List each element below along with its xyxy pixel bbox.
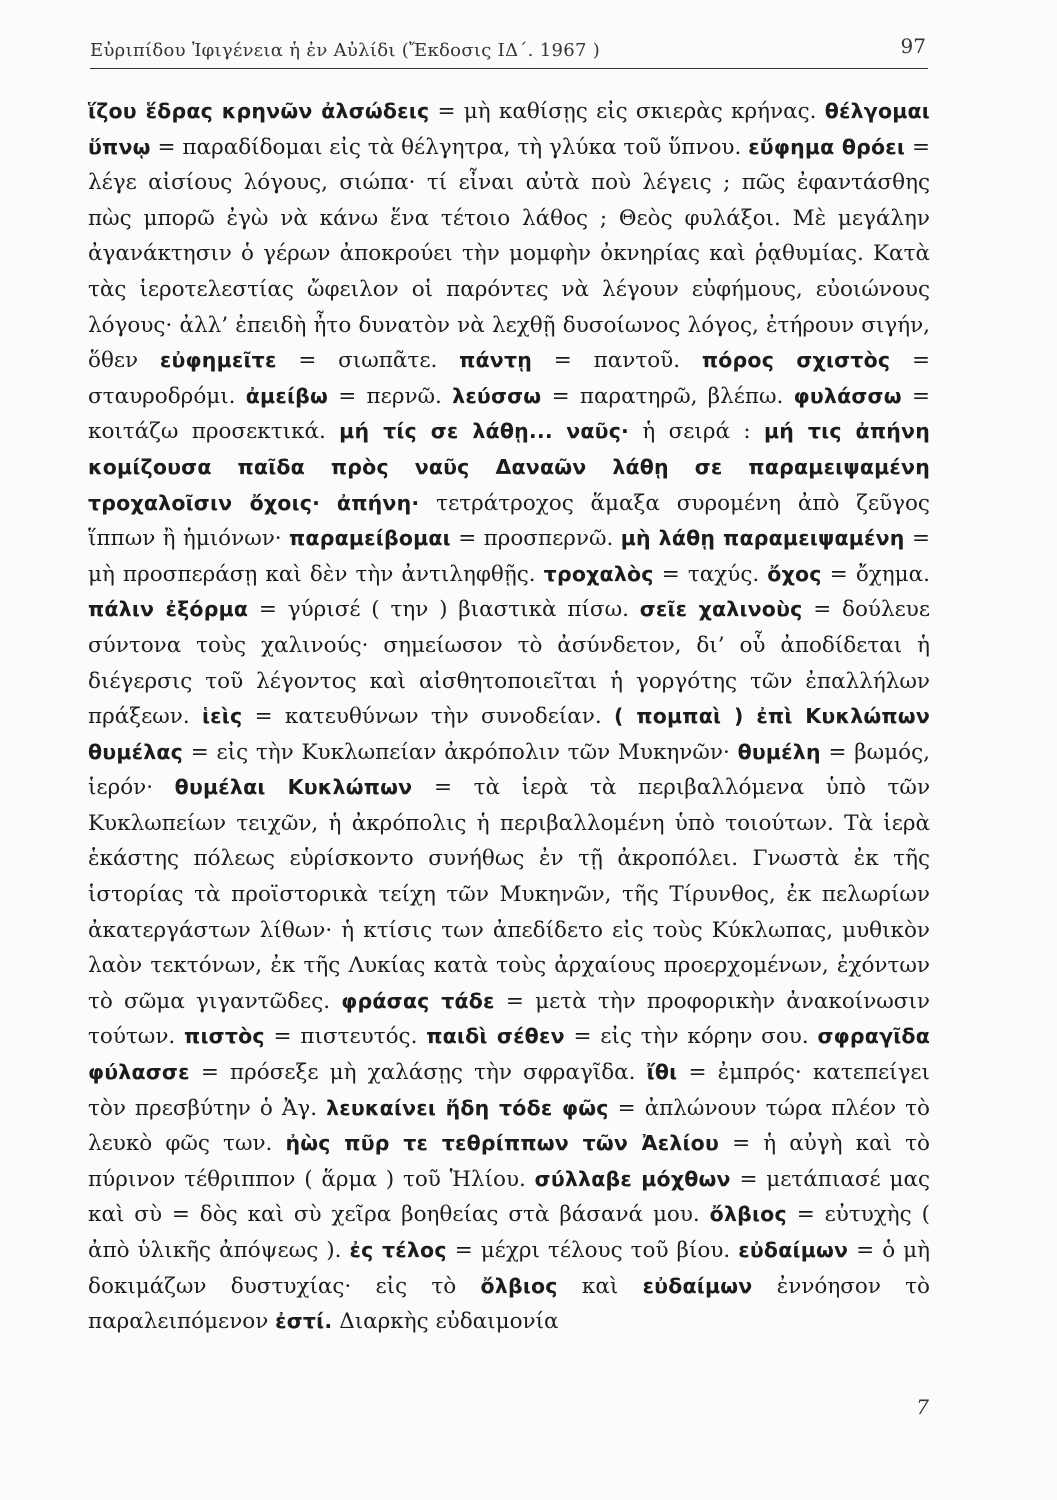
gloss-text: = παντοῦ. [532,348,702,374]
lemma-term: ἱεὶς [201,704,243,729]
gloss-text: = λέγε αἰσίους λόγους, σιώπα· τί εἶναι αὐτὰ ποὺ λέγεις ; πῶς ἐφαντάσθης πὼς μπορῶ ἐγὼ νὰ κάνω ἕνα τέτοιο λάθος ; Θεὸς φυλάξοι. Μὲ μεγάλην ἀγανάκτησιν ὁ γέρων ἀποκρούει τὴν μομφὴν ὀκνηρίας καὶ ῥᾳθυμίας. Κατὰ τὰς ἱεροτελεστίας ὤφειλον οἱ παρόντες νὰ λέγουν εὐφήμους, εὐοιώνους λόγους· ἀλλ’ ἐπειδὴ ἦτο δυνατὸν νὰ λεχθῇ δυσοίωνος λόγος, ἐτήρουν σιγήν, ὅθεν [88,134,930,374]
gloss-text: Διαρκὴς εὐδαιμονία [332,1309,559,1335]
gloss-text: = κοιτάζω προσεκτικά. [88,383,930,445]
gloss-text: = παρατηρῶ, βλέπω. [541,383,794,409]
lemma-term: σεῖε χαλινοὺς [639,597,803,622]
gloss-text: = μὴ καθίσῃς εἰς σκιερὰς κρήνας. [429,99,825,124]
gloss-text: = εὐτυχὴς ( ἀπὸ ὑλικῆς ἀπόψεως ). [88,1202,930,1263]
gloss-text: = μέχρι τέλους τοῦ βίου. [446,1238,739,1263]
gloss-text: = ἐμπρός· κατεπείγει τὸν πρεσβύτην ὁ Ἀγ. [88,1060,930,1121]
lemma-term: εὐδαίμων [642,1273,753,1298]
lemma-term: λεύσσω [452,383,542,408]
lemma-term: σύλλαβε μόχθων [534,1166,731,1191]
gloss-text: = σιωπᾶτε. [276,348,460,374]
gloss-text: = βωμός, ἱερόν· [88,739,931,801]
gloss-text [320,491,337,516]
lemma-term: ἠὼς πῦρ τε τεθρίππων τῶν Ἀελίου [285,1131,720,1156]
gloss-text: = σταυροδρόμι. [88,348,931,409]
lemma-term: ὄλβιος [480,1273,558,1298]
gloss-text [553,419,566,444]
gloss-text: = ταχύς. [653,561,768,587]
gloss-text: = πρόσεξε μὴ χαλάσῃς τὴν σφραγῖδα. [189,1060,647,1086]
lemma-term: ναῦς· [566,419,630,444]
gloss-text: = ὄχημα. [821,561,930,587]
lemma-term: πάντῃ [459,348,533,373]
gloss-text: = μετάπιασέ μας καὶ σὺ = δὸς καὶ σὺ χεῖρα βοηθείας στὰ βάσανά μου. [88,1166,930,1228]
gloss-text: = μὴ προσπεράσῃ καὶ δὲν τὴν ἀντιληφθῇς. [88,526,930,587]
gloss-text: = ὁ μὴ δοκιμάζων δυστυχίας· εἰς τὸ [88,1238,930,1299]
page-number: 97 [900,34,926,58]
gloss-text: = εἰς τὴν κόρην σου. [564,1024,818,1050]
lemma-term: φράσας τάδε [341,988,495,1013]
lemma-term: σφραγῖδα φύλασσε [88,1024,930,1085]
signature-folio: 7 [916,1395,929,1419]
lemma-term: μή τίς σε λάθῃ... [339,419,553,444]
lemma-term: εὐδαίμων [738,1238,849,1262]
lemma-term: τροχαλὸς [543,561,654,586]
lemma-term: μὴ λάθῃ παραμειψαμένη [620,526,905,551]
gloss-text: τετράτροχος ἅμαξα συρομένη ἀπὸ ζεῦγος ἵππων ἢ ἡμιόνων· [88,490,930,552]
gloss-text: = μετὰ τὴν προφορικὴν ἀνακοίνωσιν τούτων. [88,988,930,1050]
lemma-term: πάλιν ἐξόρμα [88,597,249,622]
running-header [90,30,928,69]
lemma-term: φυλάσσω [793,383,902,408]
gloss-text: = γύρισέ ( την ) βιαστικὰ πίσω. [248,597,640,623]
gloss-text: = τὰ ἱερὰ τὰ περιβαλλόμενα ὑπὸ τῶν Κυκλωπείων τειχῶν, ἡ ἀκρόπολις ἡ περιβαλλομένη ὑπὸ τοιούτων. Τὰ ἱερὰ ἑκάστης πόλεως εὑρίσκοντο συνήθως ἐν τῇ ἀκροπόλει. Γνωστὰ ἐκ τῆς ἱστορίας τὰ προϊστορικὰ τείχη τῶν Μυκηνῶν, τῆς Τίρυνθος, ἐκ πελωρίων ἀκατεργάστων λίθων· ἡ κτίσις των ἀπεδίδετο εἰς τοὺς Κύκλωπας, μυθικὸν λαὸν τεκτόνων, ἐκ τῆς Λυκίας κατὰ τοὺς ἀρχαίους προερχομένων, ἐχόντων τὸ σῶμα γιγαντῶδες. [88,775,931,1014]
lemma-term: παραμείβομαι [289,526,451,551]
lemma-term: ἐς τέλος [349,1238,447,1262]
lemma-term: ἀμείβω [245,383,329,408]
lemma-term: εὐφημεῖτε [159,348,277,373]
gloss-text: = πιστευτός. [264,1024,427,1050]
gloss-text: ἡ σειρά : [629,419,764,445]
lemma-term: μή τις ἀπήνη κομίζουσα παῖδα πρὸς ναῦς Δαναῶν λάθῃ σε παραμειψαμένη τροχαλοῖσιν ὄχοις· [88,419,930,515]
lemma-term: λευκαίνει ἤδη τόδε φῶς [326,1095,609,1120]
commentary-text [88,94,930,1340]
gloss-text: = δούλευε σύντονα τοὺς χαλινούς· σημείωσον τὸ ἀσύνδετον, δι’ οὗ ἀποδίδεται ἡ διέγερσις τοῦ λέγοντος καὶ αἰσθητοποιεῖται ἡ γοργότης τῶν ἐπαλλήλων πράξεων. [88,597,930,730]
lemma-term: ἴθι [646,1060,678,1085]
running-title: Εὐριπίδου Ἰφιγένεια ἡ ἐν Αὐλίδι (Ἔκδοσις ΙΔ΄. 1967 ) [90,40,601,61]
gloss-text: = περνῶ. [328,383,453,409]
gloss-text: = παραδίδομαι εἰς τὰ θέλγητρα, τὴ γλύκα τοῦ ὕπνου. [150,134,749,160]
lemma-term: πιστὸς [184,1024,265,1049]
gloss-text: = ἡ αὐγὴ καὶ τὸ πύρινον τέθριππον ( ἅρμα ) τοῦ Ἡλίου. [88,1131,930,1192]
lemma-term: ὄλβιος [709,1202,787,1227]
lemma-term: πόρος σχιστὸς [701,348,891,373]
lemma-term: παιδὶ σέθεν [426,1024,565,1049]
gloss-text: καὶ [557,1273,643,1299]
lemma-term: θέλγομαι ὕπνῳ [88,99,930,159]
gloss-text: ἐννόησον τὸ παραλειπόμενον [88,1273,931,1335]
gloss-text: = προσπερνῶ. [450,526,621,552]
lemma-term: εὔφημα θρόει [748,134,906,159]
lemma-term: ἀπήνη· [336,490,420,515]
gloss-text: = εἰς τὴν Κυκλωπείαν ἀκρόπολιν τῶν Μυκηνῶν· [183,739,738,765]
lemma-term: θυμέλαι Κυκλώπων [174,775,413,800]
lemma-term: ἵζου ἕδρας κρηνῶν ἀλσώδεις [88,99,430,123]
gloss-text: = ἀπλώνουν τώρα πλέον τὸ λευκὸ φῶς των. [88,1095,930,1157]
lemma-term: ( πομπαὶ ) ἐπὶ Κυκλώπων θυμέλας [88,704,930,764]
gloss-text: = κατευθύνων τὴν συνοδείαν. [242,704,614,730]
lemma-term: ὄχος [767,561,822,586]
lemma-term: ἐστί. [275,1309,333,1334]
lemma-term: θυμέλη [737,739,821,764]
